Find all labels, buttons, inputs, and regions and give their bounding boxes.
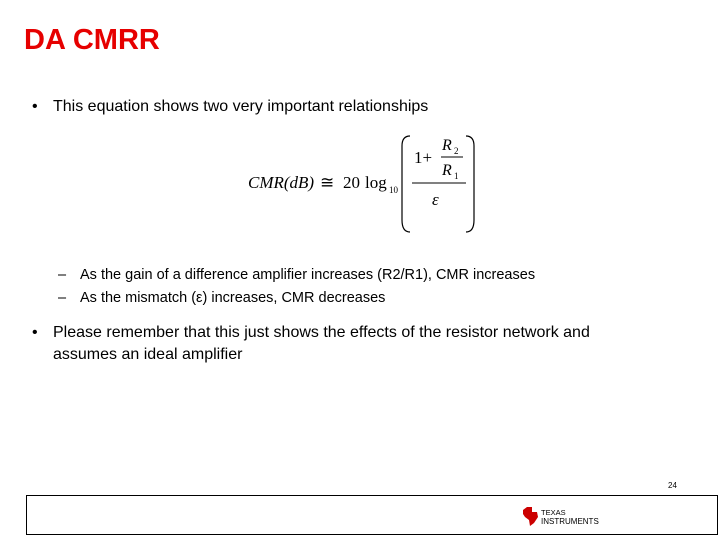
page-number: 24: [668, 481, 677, 490]
eq-r1-sub: 1: [454, 171, 459, 181]
eq-lhs: CMR(dB): [248, 173, 315, 192]
eq-log-base: 10: [389, 185, 398, 195]
logo-line-2: INSTRUMENTS: [541, 517, 599, 526]
eq-left-paren: [402, 136, 410, 232]
slide-title: DA CMRR: [24, 24, 160, 56]
ti-state-icon: [523, 507, 538, 526]
subbullet-marker: –: [58, 267, 67, 283]
eq-r2: R: [442, 137, 452, 154]
eq-right-paren: [466, 136, 474, 232]
bullet-2-line-2: assumes an ideal amplifier: [53, 346, 243, 363]
cmr-equation: [246, 130, 478, 236]
logo-line-1: TEXAS: [541, 508, 566, 517]
subbullet-marker: –: [58, 290, 67, 306]
eq-one-plus: 1+: [414, 148, 433, 167]
eq-approx: ≅: [320, 173, 335, 192]
bullet-1-text: This equation shows two very important relationships: [53, 98, 429, 115]
eq-func: log: [365, 173, 387, 192]
eq-r2-sub: 2: [454, 146, 459, 156]
texas-instruments-logo: [521, 505, 616, 527]
subbullet-1-text: As the gain of a difference amplifier increases (R2/R1), CMR increases: [80, 267, 536, 283]
bullet-marker: •: [32, 324, 38, 341]
bullet-2: [32, 322, 692, 366]
bullet-marker: •: [32, 98, 38, 115]
subbullet-2-text: As the mismatch (ε) increases, CMR decreases: [80, 290, 386, 306]
eq-epsilon: ε: [432, 190, 439, 209]
eq-coef: 20: [343, 173, 360, 192]
eq-r1: R: [442, 162, 452, 179]
bullet-2-line-1: Please remember that this just shows the effects of the resistor network and: [53, 324, 590, 341]
